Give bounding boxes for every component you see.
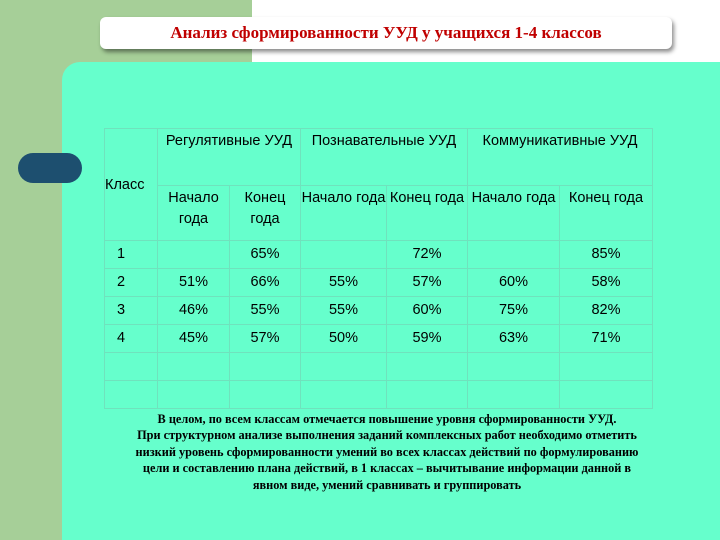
class-cell	[105, 241, 158, 269]
group-header-cell	[468, 129, 653, 186]
empty-cell	[230, 353, 301, 381]
value-cell	[560, 269, 653, 297]
value-cell	[387, 241, 468, 269]
subheader-start: Начало года	[301, 190, 386, 206]
empty-cell	[560, 353, 653, 381]
value-cell	[387, 325, 468, 353]
value-cell	[560, 297, 653, 325]
decorative-tab-bar	[18, 153, 82, 183]
value: 57%	[412, 274, 442, 290]
value: 60%	[498, 274, 529, 290]
value: 71%	[591, 330, 621, 346]
value: 45%	[178, 330, 209, 346]
value-cell	[387, 297, 468, 325]
class-cell	[105, 325, 158, 353]
value-cell	[560, 241, 653, 269]
subheader-cell	[387, 186, 468, 241]
subheader-end: Конец года	[568, 190, 644, 206]
value-cell	[158, 297, 230, 325]
class-cell	[105, 297, 158, 325]
group-header-cell	[301, 129, 468, 186]
value-cell	[468, 297, 560, 325]
empty-cell	[301, 353, 387, 381]
value-cell	[158, 269, 230, 297]
class-value: 3	[117, 302, 126, 318]
subheader-start: Начало года	[168, 190, 219, 227]
value-cell	[230, 297, 301, 325]
value-cell	[230, 241, 301, 269]
value-cell	[387, 269, 468, 297]
class-value: 4	[117, 330, 126, 346]
empty-cell	[560, 381, 653, 409]
group-header-regulatory: Регулятивные УУД	[165, 133, 293, 149]
subheader-cell	[158, 186, 230, 241]
value-cell	[230, 269, 301, 297]
value: 82%	[591, 302, 621, 318]
class-header-cell	[105, 129, 158, 241]
value: 50%	[328, 330, 359, 346]
value-cell	[158, 241, 230, 269]
empty-cell	[105, 381, 158, 409]
value-cell	[301, 297, 387, 325]
table-row	[105, 297, 653, 325]
value: 55%	[250, 302, 280, 318]
empty-cell	[230, 381, 301, 409]
value-cell	[468, 269, 560, 297]
empty-cell	[468, 353, 560, 381]
table-row	[105, 325, 653, 353]
table-row	[105, 269, 653, 297]
value: 55%	[328, 302, 359, 318]
summary-line: явном виде, умений сравнивать и группировать	[252, 477, 522, 492]
group-header-cognitive: Познавательные УУД	[311, 133, 457, 149]
summary-line: При структурном анализе выполнения заданий комплексных работ необходимо отметить	[137, 428, 637, 443]
group-header-cell	[158, 129, 301, 186]
class-value: 2	[117, 274, 126, 290]
value-cell	[301, 269, 387, 297]
value: 66%	[250, 274, 280, 290]
group-header-communicative: Коммуникативные УУД	[482, 133, 638, 149]
empty-cell	[301, 381, 387, 409]
subheader-cell	[301, 186, 387, 241]
empty-table-row	[105, 381, 653, 409]
empty-table-row	[105, 353, 653, 381]
table-row	[105, 241, 653, 269]
slide-title-box	[100, 17, 672, 49]
value: 57%	[250, 330, 280, 346]
value: 51%	[178, 274, 209, 290]
value-cell	[301, 325, 387, 353]
value: 55%	[328, 274, 359, 290]
summary-text	[76, 411, 698, 493]
value: 58%	[591, 274, 621, 290]
empty-cell	[158, 353, 230, 381]
value: 85%	[591, 246, 621, 262]
subheader-cell	[230, 186, 301, 241]
value: 59%	[412, 330, 442, 346]
value: 72%	[412, 246, 442, 262]
empty-cell	[387, 381, 468, 409]
value: 63%	[498, 330, 529, 346]
summary-line: цели и составлению плана действий, в 1 классах – вычитывание информации данной в	[142, 461, 632, 476]
summary-line: низкий уровень сформированности умений во всех классах действий по формулированию	[135, 444, 639, 459]
table-group-header-row	[105, 129, 653, 186]
empty-cell	[105, 353, 158, 381]
subheader-end: Конец года	[244, 190, 286, 227]
subheader-cell	[468, 186, 560, 241]
subheader-end: Конец года	[389, 190, 465, 206]
empty-cell	[387, 353, 468, 381]
subheader-start: Начало года	[471, 190, 556, 206]
value-cell	[560, 325, 653, 353]
value-cell	[230, 325, 301, 353]
uud-table	[104, 128, 653, 409]
value-cell	[468, 241, 560, 269]
empty-cell	[468, 381, 560, 409]
value-cell	[158, 325, 230, 353]
table-subheader-row	[105, 186, 653, 241]
value-cell	[301, 241, 387, 269]
value: 75%	[498, 302, 529, 318]
empty-cell	[158, 381, 230, 409]
class-cell	[105, 269, 158, 297]
value-cell	[468, 325, 560, 353]
slide-title: Анализ сформированности УУД у учащихся 1-4 классов	[170, 23, 602, 42]
value: 60%	[412, 302, 442, 318]
subheader-cell	[560, 186, 653, 241]
class-value: 1	[117, 246, 126, 262]
class-header: Класс	[105, 177, 145, 193]
value: 65%	[250, 246, 280, 262]
summary-line: В целом, по всем классам отмечается повышение уровня сформированности УУД.	[157, 412, 617, 426]
value: 46%	[178, 302, 209, 318]
